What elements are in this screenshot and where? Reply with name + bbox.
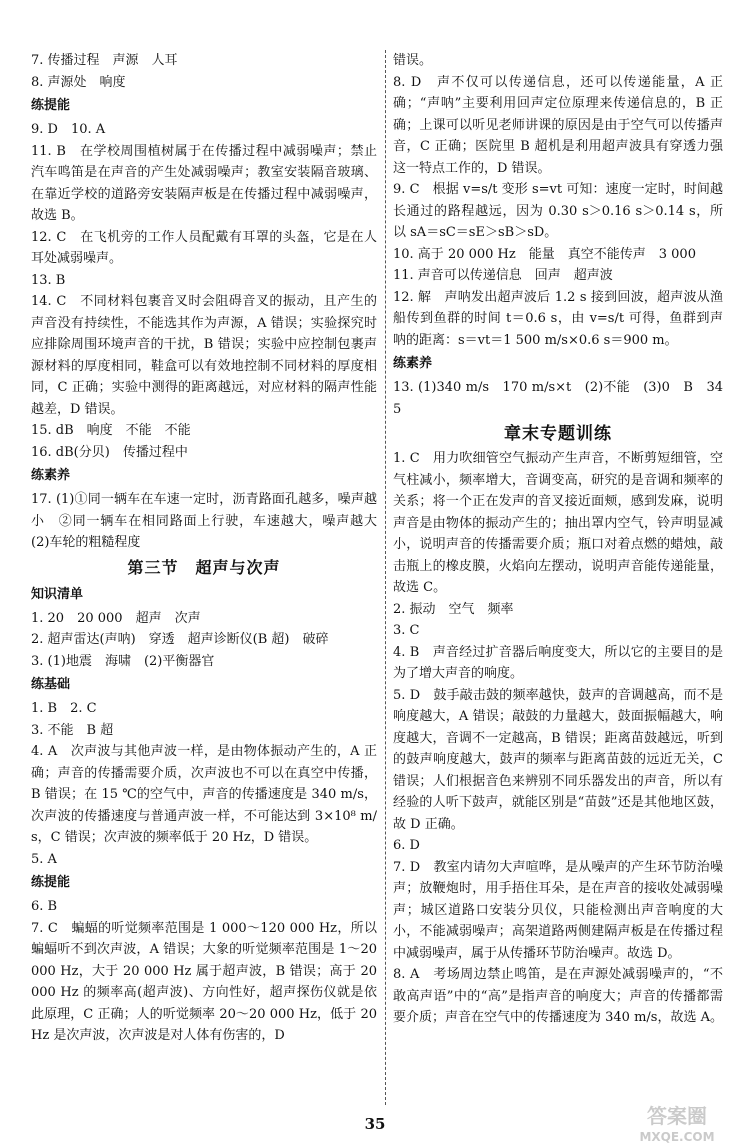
section-heading: 练提能: [31, 98, 71, 113]
answer-item: 8. A 考场周边禁止鸣笛，是在声源处减弱噪声的，“不敢高声语”中的“高”是指声音的响度大；声音的传播都需要介质；声音在空气中的传播速度为 340 m/s，故选 A。: [393, 967, 723, 1025]
section-heading: 练基础: [31, 677, 71, 692]
answer-item: 8. D 声不仅可以传递信息，还可以传递能量，A 正确；“声呐”主要利用回声定位原理来传递信息的，B 正确；上课可以听见老师讲课的原因是由于空气可以传播声音，C 正确；医院里 B 超机是利用超声波具有穿透力强这一特点工作的，D 错误。: [393, 74, 723, 176]
chapter-title: 章末专题训练: [504, 424, 612, 444]
answer-item: 12. C 在飞机旁的工作人员配戴有耳罩的头盔，它是在人耳处减弱噪声。: [31, 229, 377, 266]
section-heading: 练提能: [31, 875, 71, 890]
watermark-line1: 答案圈: [647, 1104, 707, 1128]
answer-item: 3. 不能 B 超: [31, 722, 114, 738]
answer-item: 1. 20 20 000 超声 次声: [31, 610, 201, 626]
answer-item: 3. C: [393, 623, 420, 638]
section-heading: 知识清单: [31, 586, 84, 602]
answer-item: 6. B: [31, 899, 58, 914]
answer-item: 1. B 2. C: [31, 701, 97, 716]
answer-item: 1. C 用力吹细管空气振动产生声音，不断剪短细管，空气柱减小，频率增大，音调变高，研究的是音调和频率的关系；将一个正在发声的音叉接近面颊，感到发麻，说明声音是由物体的振动产生的；抽出罩内空气，铃声明显减小，说明声音的传播需要介质；瓶口对着点燃的蜡烛，敲击瓶上的橡皮膜，火焰向左摆动，说明声音能传递能量，故选 C。: [393, 451, 723, 595]
answer-item: 14. C 不同材料包裹音叉时会阻碍音叉的振动，且产生的声音没有持续性，不能选其作为声源，A 错误；实验探究时应排除周围环境声音的干扰，B 错误；实验中应控制包裹声源材料的厚度相同，鞋盒可以有效地控制不同材料的厚度相同，C 正确；实验中测得的距离越远，对应材料的隔声性能越差，D 错误。: [31, 294, 377, 417]
section-title: 第三节 超声与次声: [127, 557, 281, 577]
answer-item: 15. dB 响度 不能 不能: [31, 423, 191, 438]
column-divider: [385, 50, 386, 1105]
answer-item: 7. D 教室内请勿大声喧哗，是从噪声的产生环节防治噪声；放鞭炮时，用手捂住耳朵，是在声音的接收处减弱噪声；城区道路口安装分贝仪，只能检测出声音响度的大小，不能减弱噪声；高架道路两侧建隔声板是在传播过程中减弱噪声，属于从传播环节防治噪声。故选 D。: [393, 859, 723, 961]
answer-item: 11. 声音可以传递信息 回声 超声波: [393, 268, 613, 283]
answer-item: 10. 高于 20 000 Hz 能量 真空不能传声 3 000: [393, 246, 696, 262]
answer-item: 2. 超声雷达(声呐) 穿透 超声诊断仪(B 超) 破碎: [31, 632, 329, 647]
answer-item: 9. C 根据 v=s/t 变形 s=vt 可知：速度一定时，时间越长通过的路程越远，因为 0.30 s＞0.16 s＞0.14 s，所以 sA＝sC＝sE＞sB＞sD。: [393, 182, 723, 240]
answer-item: 8. 声源处 响度: [31, 74, 126, 90]
answer-item: 16. dB(分贝) 传播过程中: [31, 444, 188, 460]
answer-item: 2. 振动 空气 频率: [393, 601, 514, 617]
answer-item: 17. (1)①同一辆车在车速一定时，沥青路面孔越多，噪声越小 ②同一辆车在相同路面上行驶，车速越大，噪声越大 (2)车轮的粗糙程度: [31, 492, 391, 550]
answer-item: 3. (1)地震 海啸 (2)平衡器官: [31, 653, 215, 669]
answer-item: 5. D 鼓手敲击鼓的频率越快，鼓声的音调越高，而不是响度越大，A 错误；敲鼓的力量越大，鼓面振幅越大，响度越大，音调不一定越高，B 错误；距离苗鼓越远，听到的鼓声响度越大，鼓声的频率与距离苗鼓的远近无关，C 错误；人们根据音色来辨别不同乐器发出的声音，所以有经验的人听下鼓声，就能区别是“苗鼓”还是其他地区鼓，故 D 正确。: [393, 687, 723, 832]
answer-item: 4. A 次声波与其他声波一样，是由物体振动产生的，A 正确；声音的传播需要介质，次声波也不可以在真空中传播，B 错误；在 15 ℃的空气中，声音的传播速度是 340 m/s，次声波的传播速度与普通声波一样，不可能达到 3×10⁸ m/s，C 错误；次声波的频率低于 20 Hz，D 错误。: [31, 744, 377, 845]
right-column: [393, 50, 723, 1029]
answer-item: 错误。: [393, 53, 433, 68]
section-heading: 练素养: [31, 468, 71, 483]
answer-item: 12. 解 声呐发出超声波后 1.2 s 接到回波，超声波从渔船传到鱼群的时间 t＝0.6 s，由 v=s/t 可得，鱼群到声呐的距离：s＝vt＝1 500 m/s×0.6 s＝900 m。: [393, 289, 723, 348]
watermark-logo: [612, 1101, 742, 1145]
answer-item: 13. B: [31, 272, 66, 288]
answer-item: 11. B 在学校周围植树属于在传播过程中减弱噪声；禁止汽车鸣笛是在声音的产生处减弱噪声；教室安装隔音玻璃、在靠近学校的道路旁安装隔声板是在传播过程中减弱噪声，故选 B。: [31, 143, 377, 223]
left-column: [31, 50, 391, 1047]
answer-item: 7. 传播过程 声源 人耳: [31, 53, 178, 68]
watermark-line2: MXQE.COM: [639, 1130, 715, 1144]
answer-item: 6. D: [393, 838, 420, 853]
section-heading: 练素养: [393, 356, 433, 371]
answer-item: 5. A: [31, 851, 57, 867]
answer-item: 4. B 声音经过扩音器后响度变大，所以它的主要目的是为了增大声音的响度。: [393, 644, 723, 681]
page-number: 35: [364, 1115, 386, 1133]
answer-item: 7. C 蝙蝠的听觉频率范围是 1 000～120 000 Hz，所以蝙蝠听不到次声波，A 错误；大象的听觉频率范围是 1～20 000 Hz，大于 20 000 Hz 属于超声波，B 错误；高于 20 000 Hz 的频率高(超声波)、方向性好，超声探伤仪就是依此原理，C 正确；人的听觉频率 20～20 000 Hz，低于 20 Hz 是次声波，次声波是对人体有伤害的，D: [31, 920, 377, 1043]
answer-item: 13. (1)340 m/s 170 m/s×t (2)不能 (3)0 B 345: [393, 380, 723, 417]
answer-item: 9. D 10. A: [31, 122, 106, 137]
